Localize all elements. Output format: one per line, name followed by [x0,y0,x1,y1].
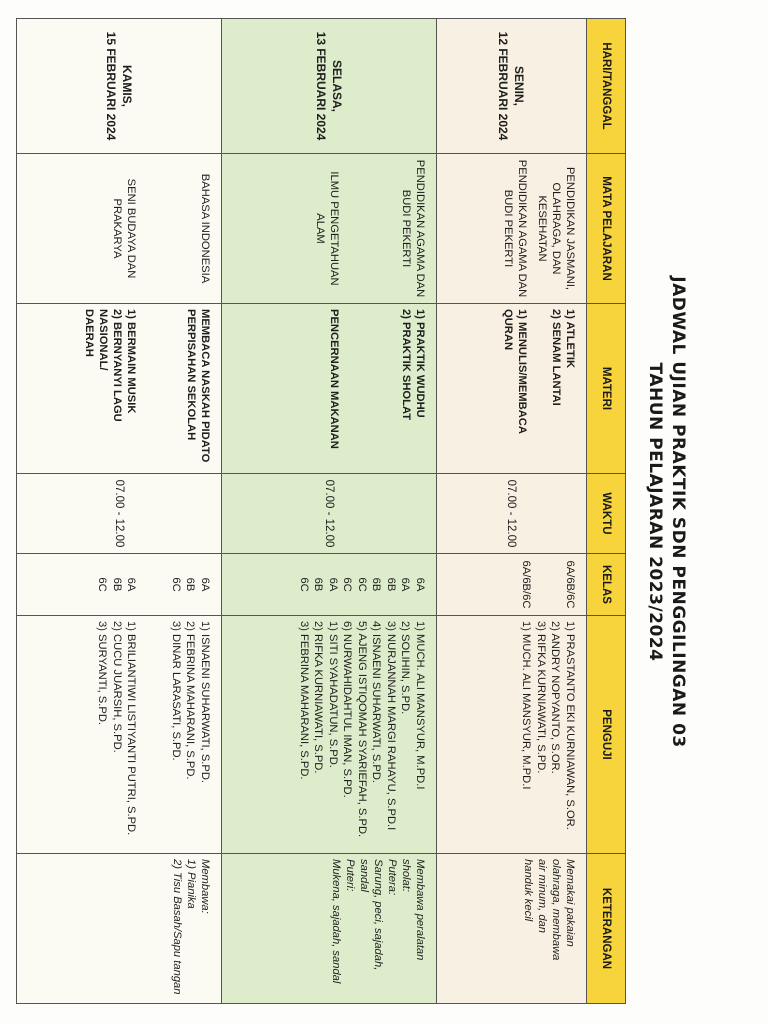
day-name: SENIN, [512,65,527,106]
materi-line: 1) ATLETIK [564,309,576,369]
materi-cell [17,304,222,474]
kelas-line: 6A [327,577,339,592]
header-kelas: KELAS [587,554,626,616]
document-title: JADWAL UJIAN PRAKTIK SDN PENGGILINGAN 03 [668,276,688,748]
materi-line: PENCERNAAN MAKANAN [328,309,340,449]
penguji-line: 1) MUCH. ALI MANSYUR, M.PD.I [414,621,426,790]
materi-line: 1) BERMAIN MUSIK [125,309,137,414]
materi-line: MEMBACA NASKAH PIDATO [199,309,211,463]
keterangan-cell [17,854,222,1004]
keterangan-line: sholat: [400,859,412,892]
subject-cell [17,154,222,304]
subject-line: PENDIDIKAN AGAMA DAN [516,159,528,298]
kelas-line: 6A/6B/6C [520,560,533,609]
penguji-line: 5) AJENG ISTIQOMAH SYARIEFAH, S.PD. [356,621,368,838]
penguji-line: 3) FEBRINA MAHARANI, S.PD. [298,621,310,780]
time-cell: 07.00 - 12.00 [222,474,437,554]
table-header-row [587,19,626,1004]
subject-line: SENI BUDAYA DAN [125,178,137,279]
keterangan-line: Puteri: [344,859,356,892]
penguji-line: 1) PRASTANTO EKI KURNIAWAN, S.OR. [564,621,576,830]
day-date: 15 FEBRUARI 2024 [104,31,118,141]
kelas-line: 6A/6B/6C [564,560,576,609]
kelas-line: 6C [298,577,310,592]
kelas-line: 6A [199,577,211,592]
penguji-cell [437,616,587,854]
subject-line: BAHASA INDONESIA [199,173,211,284]
penguji-line: 3) NURJANNAH MARGI RAHAYU, S.PD.I [385,621,397,831]
penguji-line: 2) SOLIHIN, S.PD. [399,621,412,715]
penguji-line: 1) MUCH. ALI MANSYUR, M.PD.I [520,621,533,790]
day-date: 12 FEBRUARI 2024 [496,31,511,141]
kelas-line: 6A [414,577,426,592]
day-cell [222,19,437,154]
document-subtitle: TAHUN PELAJARAN 2023/2024 [645,362,665,662]
subject-line: ILMU PENGETAHUAN ALAM [314,171,340,286]
kelas-line: 6C [341,577,354,592]
keterangan-line: handuk kecil [522,859,534,922]
subject-line: BUDI PEKERTI [502,189,514,268]
kelas-line: 6C [96,577,109,592]
header-mata-pelajaran: MATA PELAJARAN [587,154,626,304]
penguji-line: 3) DINAR LARASATI, S.PD. [170,621,182,761]
kelas-cell [437,554,587,616]
header-materi: MATERI [587,304,626,474]
subject-cell [222,154,437,304]
kelas-line: 6B [184,577,197,592]
subject-line: BUDI PEKERTI [400,189,412,268]
materi-cell [222,304,437,474]
kelas-line: 6B [111,577,123,592]
keterangan-line: Mukena, sajadah, sandal [330,859,342,984]
penguji-line: 2) CUCU JUARSIH, S.PD. [111,621,123,753]
keterangan-line: Membawa peralatan [414,859,426,961]
header-penguji: PENGUJI [587,616,626,854]
kelas-line: 6A [125,577,138,592]
kelas-line: 6C [170,577,182,592]
subject-line: PRAKARYA [111,198,123,259]
day-date: 13 FEBRUARI 2024 [314,31,328,141]
materi-line: 1) PRAKTIK WUDHU [414,309,426,418]
keterangan-line: Sarung, peci, sajadah, sandal [358,859,384,971]
materi-line: 2) SENAM LANTAI [550,309,562,406]
penguji-line: 3) SURYANTI, S.PD. [96,621,109,726]
kelas-cell [222,554,437,616]
keterangan-line: Membawa: [199,859,211,914]
day-cell [17,19,222,154]
header-waktu: WAKTU [587,474,626,554]
materi-line: DAERAH [83,309,95,357]
penguji-line: 3) RIFKA KURNIAWATI, S.PD. [535,621,547,774]
kelas-line: 6A [399,577,412,592]
time-cell: 07.00 - 12.00 [437,474,587,554]
penguji-line: 1) ISNAENI SUHARWATI, S.PD. [199,621,211,784]
kelas-cell [17,554,222,616]
subject-line: PENDIDIKAN JASMANI, [564,166,576,291]
penguji-cell [222,616,437,854]
penguji-line: 2) RIFKA KURNIAWATI, S.PD. [312,621,325,774]
keterangan-line: Memakai pakaian [564,859,576,947]
penguji-line: 2) FEBRINA MAHARANI, S.PD. [184,621,197,780]
day-name: SELASA, [330,59,344,112]
penguji-line: 4) ISNAENI SUHARWATI, S.PD. [370,621,383,784]
subject-cell [437,154,587,304]
table-row [222,19,437,1004]
keterangan-line: 2) Tisu Basah/Sapu tangan [171,859,183,995]
materi-line: 2) PRAKTIK SHOLAT [400,309,412,421]
keterangan-line: air minum, dan [536,859,548,933]
penguji-cell [17,616,222,854]
kelas-line: 6B [385,577,397,592]
materi-cell [437,304,587,474]
penguji-line: 1) SITI SYAHADATUN, S.PD. [327,621,339,768]
materi-line: 1) MENULIS/MEMBACA QURAN [502,309,528,434]
keterangan-cell [222,854,437,1004]
kelas-line: 6B [312,577,325,592]
table-row [437,19,587,1004]
day-name: KAMIS, [120,65,134,107]
kelas-line: 6C [356,577,368,592]
subject-line: PENDIDIKAN AGAMA DAN [414,159,426,298]
keterangan-line: olahraga, membawa [550,859,562,961]
keterangan-cell [437,854,587,1004]
keterangan-line: 1) Pianika [185,859,197,909]
penguji-line: 2) ANDRY NOPYANTO, S.OR. [549,621,562,774]
header-keterangan: KETERANGAN [587,854,626,1004]
subject-line: OLAHRAGA, DAN KESEHATAN [536,182,562,275]
materi-line: PERPISAHAN SEKOLAH [185,309,197,441]
day-cell [437,19,587,154]
penguji-line: 1) BRILIANTIWI LISTIYANTI PUTRI, S.PD. [125,621,138,836]
time-cell: 07.00 - 12.00 [17,474,222,554]
penguji-line: 6) NURWAHIDAHTUL IMAN, S.PD. [341,621,354,798]
materi-line: 2) BERNYANYI LAGU NASIONAL/ [97,309,123,422]
header-hari-tanggal: HARI/TANGGAL [587,19,626,154]
keterangan-line: Putera: [386,859,398,896]
table-row [17,19,222,1004]
schedule-table [16,18,626,1004]
kelas-line: 6B [370,577,383,592]
